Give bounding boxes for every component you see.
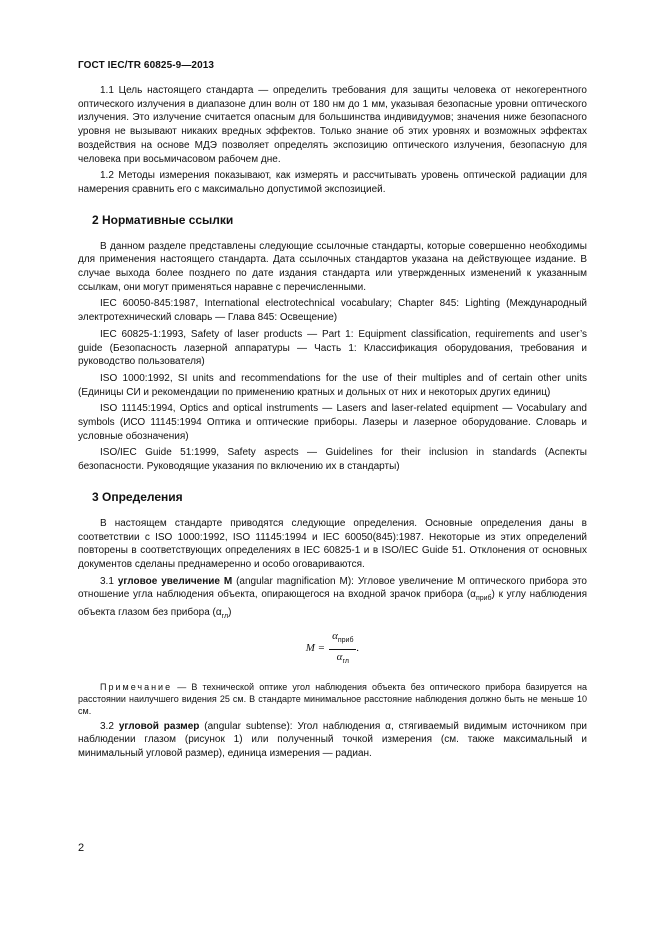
definition-text: (angular magnification M): Угловое увеличение М оптического прибора это отношение угла наблюдения объекта, опирающегося на входной зрачок прибора (α: [78, 575, 587, 601]
reference-item: ISO 11145:1994, Optics and optical instruments — Lasers and laser-related equipment — Vocabulary and symbols (ИСО 11145:1994 Оптика и оптические приборы. Лазеры и лазерное оборудование. Словарь и условные обозначения): [78, 403, 587, 442]
note-text: — В технической оптике угол наблюдения объекта без оптического прибора базируется на расстоянии наилучшего видения 25 см. В стандарте минимальное расстояние наблюдения должно быть не меньше 10 см.: [78, 681, 587, 716]
definition-text: ) к углу наблюдения объекта глазом без прибора (α: [78, 589, 588, 619]
paragraph-1-1: 1.1 Цель настоящего стандарта — определить требования для защиты человека от некогерентного оптического излучения в диапазоне длин волн от 180 нм до 1 мм, указывая безопасные уровни оптического излучения. Это излучение считается опасным для большинства индивидуумов; значения ниже безопасного уровня не вызывают никаких вредных эффектов. Только знание об этих уровнях и возможных эффектах воздействия на основе МДЭ позволяет определять экспозицию оптического излучения, безопасную для человека при восьмичасовом рабочем дне.: [78, 85, 587, 165]
formula-tail: .: [356, 642, 360, 655]
subscript: гл: [221, 613, 229, 621]
definition-term: угловое увеличение М: [117, 575, 233, 587]
section-2-intro: В данном разделе представлены следующие ссылочные стандарты, которые совершенно необходимы для применения настоящего стандарта. Дата ссылочных стандартов указана на действующее издание. В случае выхода более позднего по дате издания стандарта или утвержденных изменений к указанным ссылкам, они могут применяться наравне с перечисленными.: [78, 240, 587, 293]
page-number: 2: [78, 842, 85, 854]
reference-item: ISO/IEC Guide 51:1999, Safety aspects — Guidelines for their inclusion in standards (Аспекты безопасности. Руководящие указания по включению их в стандарты): [78, 447, 587, 473]
document-body: [78, 84, 587, 764]
definition-number: 3.1: [100, 575, 114, 587]
definition-text: (angular subtense): Угол наблюдения α, стягиваемый видимым источником при наблюдении глазом (рисунок 1) или полученный точкой измерения (см. также максимальный и минимальный угловой размер), единица измерения — радиан.: [78, 720, 587, 759]
definition-term: угловой размер: [118, 720, 200, 732]
reference-item: IEC 60825-1:1993, Safety of laser products — Part 1: Equipment classification, requirements and user’s guide (Безопасность лазерной аппаратуры — Часть 1: Классификация оборудования, требования и руководство пользователя): [78, 328, 587, 368]
formula-lhs: M =: [305, 642, 326, 655]
note-label: Примечание: [100, 681, 173, 692]
paragraph-1-2: 1.2 Методы измерения показывают, как измерять и рассчитывать уровень оптической радиации для намерения сравнить его с максимально допустимой экспозицией.: [78, 170, 587, 195]
formula-numerator: $\alpha_{приб}$: [329, 630, 356, 650]
section-3-heading: 3 Определения: [92, 489, 183, 504]
definition-3-1: [78, 575, 587, 624]
document-header: ГОСТ IEC/TR 60825-9—2013: [78, 60, 215, 71]
definition-3-2: [78, 720, 587, 761]
section-2-heading: 2 Нормативные ссылки: [92, 212, 234, 227]
definition-number: 3.2: [100, 720, 114, 732]
note: [78, 681, 587, 717]
formula-fraction: [329, 630, 356, 669]
subscript: приб: [475, 595, 492, 603]
formula-angular-magnification: [78, 630, 587, 669]
reference-item: ISO 1000:1992, SI units and recommendations for the use of their multiples and of certain other units (Единицы СИ и рекомендации по применению кратных и дольных от них и некоторых других единиц): [78, 372, 587, 398]
formula-denominator: $\alpha_{гл}$: [336, 650, 349, 665]
reference-item: IEC 60050-845:1987, International electrotechnical vocabulary; Chapter 845: Lighting (Международный электротехнический словарь — Глава 845: Освещение): [78, 298, 587, 324]
section-3-intro: В настоящем стандарте приводятся следующие определения. Основные определения даны в соответствии с ISO 1000:1992, ISO 11145:1994 и IEC 60050(845):1987. Некоторые из этих определений повторены в соответствующих определениях в IEC 60825-1 и в ISO/IEC Guide 51. Отклонения от основных документов сделаны преднамеренно и особо оговариваются.: [78, 517, 587, 570]
definition-text: ): [228, 607, 232, 619]
